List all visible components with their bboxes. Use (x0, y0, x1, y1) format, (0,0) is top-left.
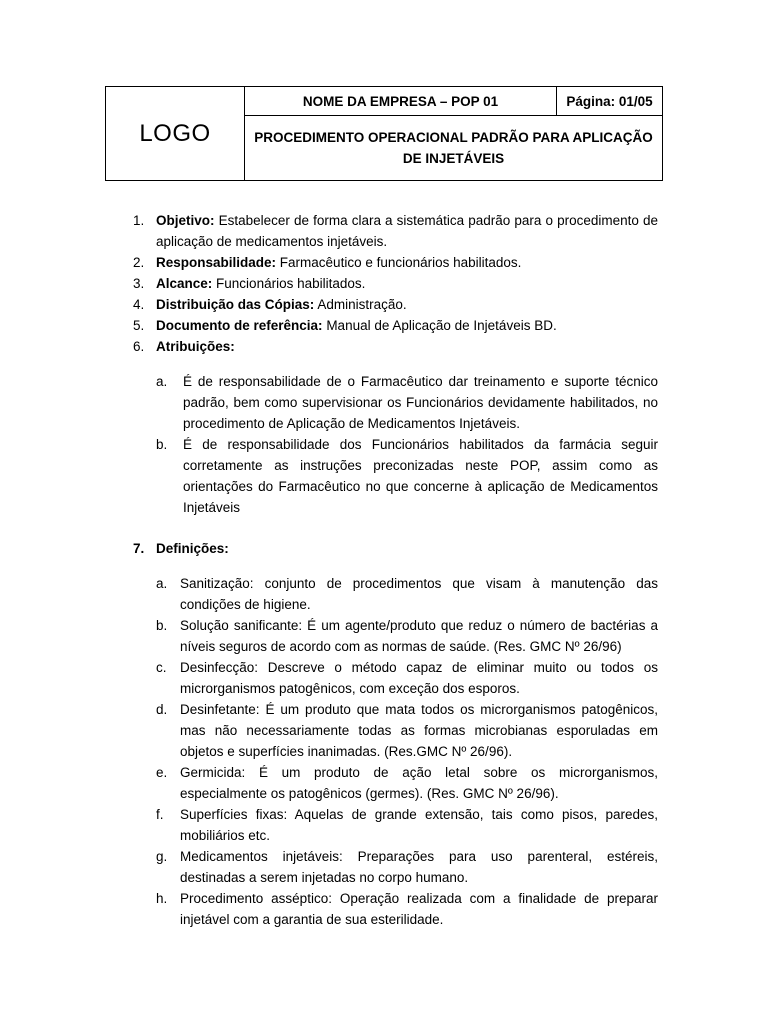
item-text: Manual de Aplicação de Injetáveis BD. (326, 318, 557, 333)
sublist-text: É de responsabilidade de o Farmacêutico dar treinamento e suporte técnico padrão, bem como supervisionar os Funcionários devidamente habilitados, no procedimento de Aplicação de Medicamentos Injetáveis. (183, 374, 658, 431)
sublist-letter: f. (156, 807, 164, 822)
sublist-item (0, 699, 768, 762)
sublist-letter: b. (156, 618, 168, 633)
sublist-text: Solução sanificante: É um agente/produto que reduz o número de bactérias a níveis seguros de acordo com as normas de saúde. (Res. GMC Nº 26/96) (180, 618, 658, 654)
company-name: NOME DA EMPRESA – POP 01 (245, 87, 557, 116)
list-item (0, 252, 768, 273)
sublist-letter: d. (156, 702, 168, 717)
sublist-letter: b. (156, 437, 168, 452)
sublist-letter: a. (156, 576, 168, 591)
document-title-line2: DE INJETÁVEIS (402, 151, 505, 166)
sublist-item (0, 846, 768, 888)
sublist-text: Procedimento asséptico: Operação realizada com a finalidade de preparar injetável com a garantia de sua esterilidade. (180, 891, 658, 927)
item-text: Funcionários habilitados. (216, 276, 366, 291)
sublist-item (0, 371, 768, 434)
sublist-item (0, 434, 768, 518)
list-item (0, 294, 768, 315)
item-label: Distribuição das Cópias: (156, 297, 315, 312)
list-item (0, 336, 768, 357)
item-label: Definições: (156, 541, 229, 556)
sublist-text: Desinfecção: Descreve o método capaz de eliminar muito ou todos os microrganismos patogênicos, com exceção dos esporos. (180, 660, 658, 696)
list-item (0, 210, 768, 252)
logo-placeholder: LOGO (106, 87, 245, 181)
sublist-letter: e. (156, 765, 168, 780)
item-label: Objetivo: (156, 213, 215, 228)
sublist-text: Sanitização: conjunto de procedimentos que visam à manutenção das condições de higiene. (180, 576, 658, 612)
item-label: Atribuições: (156, 339, 235, 354)
item-text: Farmacêutico e funcionários habilitados. (279, 255, 522, 270)
item-label: Responsabilidade: (156, 255, 277, 270)
item-number: 2. (133, 255, 145, 270)
sublist-letter: h. (156, 891, 168, 906)
document-title-line1: PROCEDIMENTO OPERACIONAL PADRÃO PARA APLICAÇÃO (254, 130, 653, 145)
document-body (0, 210, 768, 930)
sublist-text: Medicamentos injetáveis: Preparações para uso parenteral, estéreis, destinadas a serem injetadas no corpo humano. (180, 849, 658, 885)
item-label: Alcance: (156, 276, 213, 291)
item-number: 3. (133, 276, 145, 291)
item-text: Estabelecer de forma clara a sistemática padrão para o procedimento de aplicação de medicamentos injetáveis. (156, 213, 658, 249)
sublist-item (0, 657, 768, 699)
header-table (105, 86, 663, 181)
list-item (0, 273, 768, 294)
item-label: Documento de referência: (156, 318, 323, 333)
list-item (0, 315, 768, 336)
sublist-text: É de responsabilidade dos Funcionários habilitados da farmácia seguir corretamente as instruções preconizadas neste POP, assim como as orientações do Farmacêutico no que concerne à aplicação de Medicamentos Injetáveis (183, 437, 658, 515)
sublist-item (0, 888, 768, 930)
sublist-letter: a. (156, 374, 168, 389)
item-number: 7. (133, 541, 145, 556)
sublist-item (0, 804, 768, 846)
sublist-text: Desinfetante: É um produto que mata todos os microrganismos patogênicos, mas não necessariamente todas as formas microbianas esporuladas em objetos e superfícies inanimadas. (Res.GMC Nº 26/96). (180, 702, 658, 759)
sublist-item (0, 573, 768, 615)
sublist-item (0, 615, 768, 657)
item-text: Administração. (317, 297, 407, 312)
sublist-letter: g. (156, 849, 168, 864)
item-number: 6. (133, 339, 145, 354)
sublist-text: Germicida: É um produto de ação letal sobre os microrganismos, especialmente os patogênicos (germes). (Res. GMC Nº 26/96). (180, 765, 658, 801)
list-item (0, 538, 768, 559)
sublist-letter: c. (156, 660, 167, 675)
page-number: Página: 01/05 (557, 87, 663, 116)
document-title (245, 116, 663, 181)
item-number: 5. (133, 318, 145, 333)
sublist-item (0, 762, 768, 804)
item-number: 1. (133, 213, 145, 228)
sublist-text: Superfícies fixas: Aquelas de grande extensão, tais como pisos, paredes, mobiliários etc. (180, 807, 658, 843)
item-number: 4. (133, 297, 145, 312)
